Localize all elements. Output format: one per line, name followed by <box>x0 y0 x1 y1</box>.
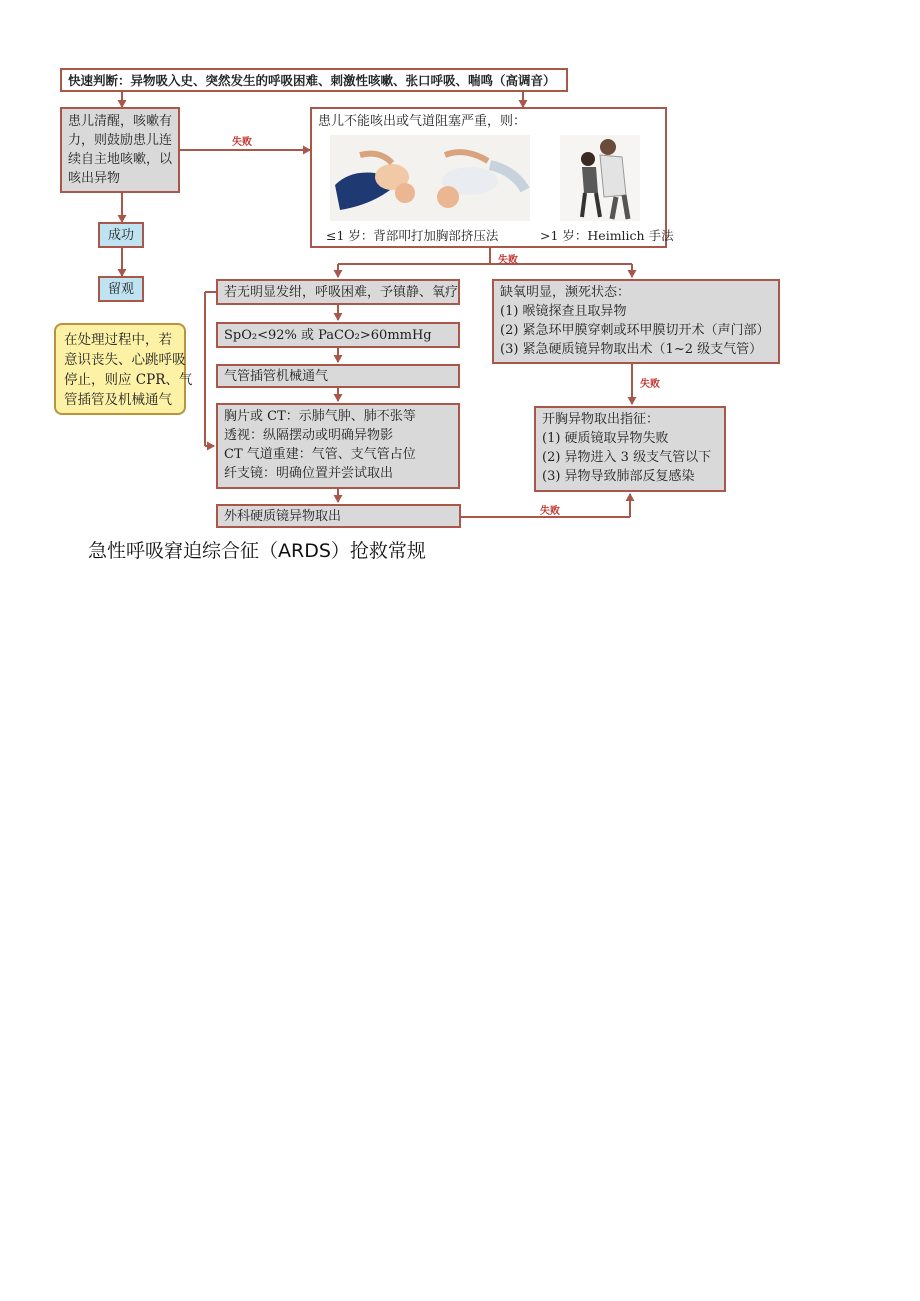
fail-label-2: 失败 <box>498 255 518 266</box>
surgical-rigid-scope-box <box>216 504 461 528</box>
note-line-2: 意识丧失、心跳呼吸 <box>64 352 186 368</box>
conscious-line-1: 患儿清醒，咳嗽有 <box>68 114 173 129</box>
spo2-criteria-box <box>216 322 460 348</box>
imaging-line-4: 纤支镜：明确位置并尝试取出 <box>224 466 394 481</box>
over-one-year-label: >1 岁：Heimlich 手法 <box>540 228 674 243</box>
success-box <box>98 222 144 248</box>
thoracotomy-box <box>534 406 726 492</box>
hypoxia-line-4: (3) 紧急硬质镜异物取出术（1~2 级支气管） <box>500 342 763 357</box>
sedation-oxygen-box <box>216 279 460 305</box>
conscious-line-4: 咳出异物 <box>68 171 121 186</box>
imaging-line-3: CT 气道重建：气管、支气管占位 <box>224 447 416 462</box>
observe-text: 留观 <box>107 282 134 297</box>
severe-title: 患儿不能咳出或气道阻塞严重，则： <box>318 114 527 129</box>
intubation-text: 气管插管机械通气 <box>224 369 329 384</box>
imaging-line-2: 透视：纵隔摆动或明确异物影 <box>224 428 394 443</box>
fail-label-1: 失败 <box>232 137 252 148</box>
note-line-3: 停止，则应 CPR、气 <box>64 372 193 388</box>
back-blow-chest-thrust-illustration <box>330 135 530 221</box>
section-heading: 急性呼吸窘迫综合征（ARDS）抢救常规 <box>88 540 426 562</box>
conscious-child-box <box>60 107 180 193</box>
conscious-line-3: 续自主地咳嗽，以 <box>68 152 173 167</box>
surgical-text: 外科硬质镜异物取出 <box>224 509 342 524</box>
heimlich-maneuver-illustration <box>560 135 640 221</box>
success-text: 成功 <box>107 228 134 243</box>
fail-label-4: 失败 <box>540 506 560 517</box>
quick-assessment-text: 快速判断：异物吸入史、突然发生的呼吸困难、刺激性咳嗽、张口呼吸、喘鸣（高调音） <box>68 73 556 88</box>
intubation-box <box>216 364 460 388</box>
hypoxia-line-3: (2) 紧急环甲膜穿刺或环甲膜切开术（声门部） <box>500 323 770 338</box>
hypoxia-line-2: (1) 喉镜探查且取异物 <box>500 304 627 319</box>
conscious-line-2: 力，则鼓励患儿连 <box>68 133 173 148</box>
note-line-1: 在处理过程中，若 <box>64 332 172 348</box>
quick-assessment-box <box>60 68 568 92</box>
note-box <box>54 323 193 415</box>
sedation-text: 若无明显发绀，呼吸困难，予镇静、氧疗 <box>224 285 459 300</box>
note-line-4: 管插管及机械通气 <box>64 392 172 408</box>
thoracotomy-line-4: (3) 异物导致肺部反复感染 <box>542 469 695 484</box>
spo2-text: SpO₂<92% 或 PaCO₂>60mmHg <box>224 328 432 343</box>
foreign-body-flowchart <box>0 0 920 540</box>
imaging-box <box>216 403 460 489</box>
thoracotomy-line-2: (1) 硬质镜取异物失败 <box>542 431 669 446</box>
imaging-line-1: 胸片或 CT：示肺气肿、肺不张等 <box>224 409 416 424</box>
observe-box <box>98 276 144 302</box>
hypoxia-box <box>492 279 780 364</box>
fail-label-3: 失败 <box>640 379 660 390</box>
thoracotomy-line-1: 开胸异物取出指征： <box>542 412 660 427</box>
thoracotomy-line-3: (2) 异物进入 3 级支气管以下 <box>542 450 712 465</box>
under-one-year-label: ≤1 岁：背部叩打加胸部挤压法 <box>326 228 499 243</box>
hypoxia-line-1: 缺氧明显，濒死状态： <box>500 285 631 300</box>
